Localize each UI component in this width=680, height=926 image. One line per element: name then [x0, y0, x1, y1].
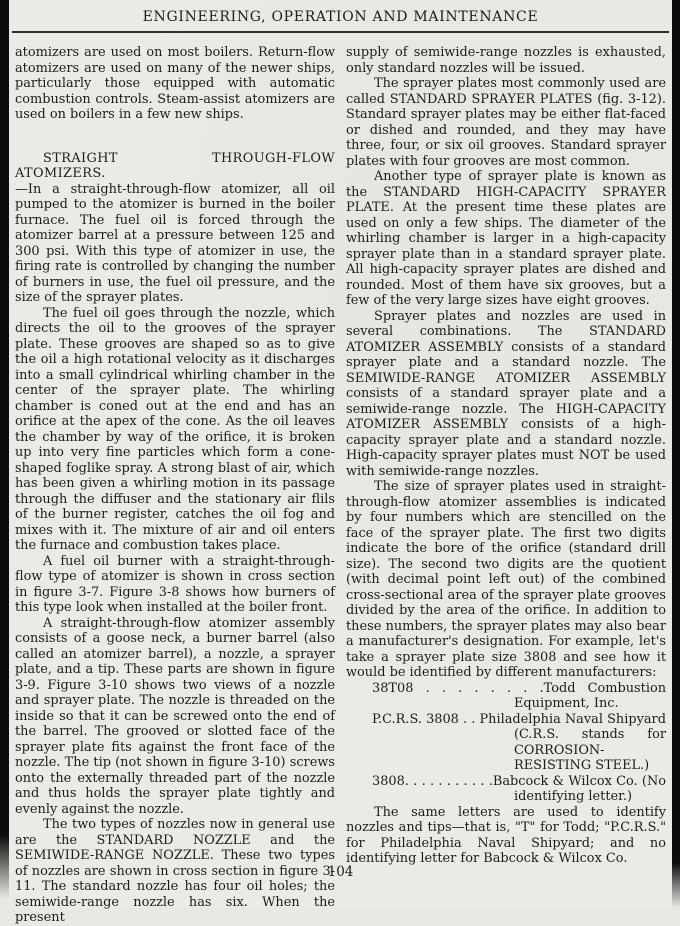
dot-leader: . . . . . . . .: [413, 680, 544, 696]
document-page: [9, 0, 672, 925]
paragraph: supply of semiwide-range nozzles is exhausted, only standard nozzles will be issued.: [346, 45, 666, 76]
two-column-body: [9, 33, 672, 926]
section-heading: STRAIGHT THROUGH-FLOW ATOMIZERS.: [15, 150, 335, 181]
scan-edge-right: [672, 0, 680, 908]
manufacturer-name: Babcock & Wilcox Co. (No identifying letter.): [492, 773, 667, 804]
scan-edge-left: [0, 0, 9, 908]
manufacturer-list-item: [346, 681, 666, 712]
paragraph: The two types of nozzles now in general use are the STANDARD NOZZLE and the SEMIWIDE-RANGE NOZZLE. These two types of nozzles are shown in cross section in figure 3-11. The standard nozzle has four oil holes; the semiwide-range nozzle has six. When the present: [15, 817, 335, 925]
paragraph: atomizers are used on most boilers. Return-flow atomizers are used on many of the newer ships, particularly those equipped with automatic combustion controls. Steam-assist atomizers are used on boilers in a few new ships.: [15, 45, 335, 122]
right-column: [346, 45, 666, 926]
paragraph: A fuel oil burner with a straight-through-flow type of atomizer is shown in cross section in figure 3-7. Figure 3-8 shows how burners of this type look when installed at the boiler front.: [15, 553, 335, 615]
running-header: ENGINEERING, OPERATION AND MAINTENANCE: [142, 9, 539, 25]
manufacturer-name: Philadelphia Naval Shipyard (C.R.S. stands for CORROSION- RESISTING STEEL.): [479, 711, 666, 773]
paragraph: Another type of sprayer plate is known as the STANDARD HIGH-CAPACITY SPRAYER PLATE. At the present time these plates are used on only a few ships. The diameter of the whirling chamber is larger in a high-capacity sprayer plate than in a standard sprayer plate. All high-capacity sprayer plates are dished and rounded. Most of them have six grooves, but a few of the very large sizes have eight grooves.: [346, 169, 666, 308]
paragraph: —In a straight-through-flow atomizer, all oil pumped to the atomizer is burned in the boiler furnace. The fuel oil is forced through the atomizer barrel at a pressure between 125 and 300 psi. With this type of atomizer in use, the firing rate is controlled by changing the number of burners in use, the fuel oil pressure, and the size of the sprayer plates.: [15, 181, 335, 305]
paragraph: The same letters are used to identify nozzles and tips—that is, "T" for Todd; "P.C.R.S." for Philadelphia Naval Shipyard; and no identifying letter for Babcock & Wilcox Co.: [346, 804, 666, 866]
paragraph: Sprayer plates and nozzles are used in several combinations. The STANDARD ATOMIZER ASSEMBLY consists of a standard sprayer plate and a standard nozzle. The SEMIWIDE-RANGE ATOMIZER ASSEMBLY consists of a standard sprayer plate and a semiwide-range nozzle. The HIGH-CAPACITY ATOMIZER ASSEMBLY consists of a high-capacity sprayer plate and a standard nozzle. High-capacity sprayer plates must NOT be used with semiwide-range nozzles.: [346, 308, 666, 479]
page-number: 104: [327, 864, 354, 880]
dot-leader: . . . . . . . . . .: [408, 773, 493, 789]
paragraph: The fuel oil goes through the nozzle, which directs the oil to the grooves of the sprayer plate. These grooves are shaped so as to give the oil a high rotational velocity as it discharges into a small cylindrical whirling chamber in the center of the sprayer plate. The whirling chamber is coned out at the end and has an orifice at the apex of the cone. As the oil leaves the chamber by way of the orifice, it is broken up into very fine particles which form a cone-shaped foglike spray. A strong blast of air, which has been given a whirling motion in its passage through the diffuser and the stationary air flils of the burner register, catches the oil fog and mixes with it. The mixture of air and oil enters the furnace and combustion takes place.: [15, 305, 335, 553]
paragraph: A straight-through-flow atomizer assembly consists of a goose neck, a burner barrel (also called an atomizer barrel), a nozzle, a sprayer plate, and a tip. These parts are shown in figure 3-9. Figure 3-10 shows two views of a nozzle and sprayer plate. The nozzle is threaded on the inside so that it can be screwed onto the end of the barrel. The grooved or slotted face of the sprayer plate fits against the front face of the nozzle. The tip (not shown in figure 3-10) screws onto the externally threaded part of the nozzle and thus holds the sprayer plate tightly and evenly against the nozzle.: [15, 615, 335, 817]
left-column: [15, 45, 335, 926]
manufacturer-list: [346, 681, 666, 805]
paragraph: The sprayer plates most commonly used are called STANDARD SPRAYER PLATES (fig. 3-12). Standard sprayer plates may be either flat-faced or dished and rounded, and they may have three, four, or six oil grooves. Standard sprayer plates with four grooves are most common.: [346, 76, 666, 169]
manufacturer-list-item: [346, 712, 666, 774]
manufacturer-code: P.C.R.S. 3808: [372, 711, 459, 727]
manufacturer-list-item: [346, 774, 666, 805]
manufacturer-name: Todd Combustion Equipment, Inc.: [514, 680, 667, 711]
paragraph: The size of sprayer plates used in straight-through-flow atomizer assemblies is indicated by four numbers which are stencilled on the face of the sprayer plate. The first two digits indicate the bore of the orifice (standard drill size). The second two digits are the quotient (with decimal point left out) of the combined cross-sectional area of the sprayer plate grooves divided by the area of the orifice. In addition to these numbers, the sprayer plates may also bear a manufacturer's designation. For example, let's take a sprayer plate size 3808 and see how it would be identified by different manufacturers:: [346, 479, 666, 680]
manufacturer-code: 3808.: [372, 773, 409, 789]
manufacturer-code: 38T08: [372, 680, 414, 696]
dot-leader: . .: [458, 711, 480, 727]
